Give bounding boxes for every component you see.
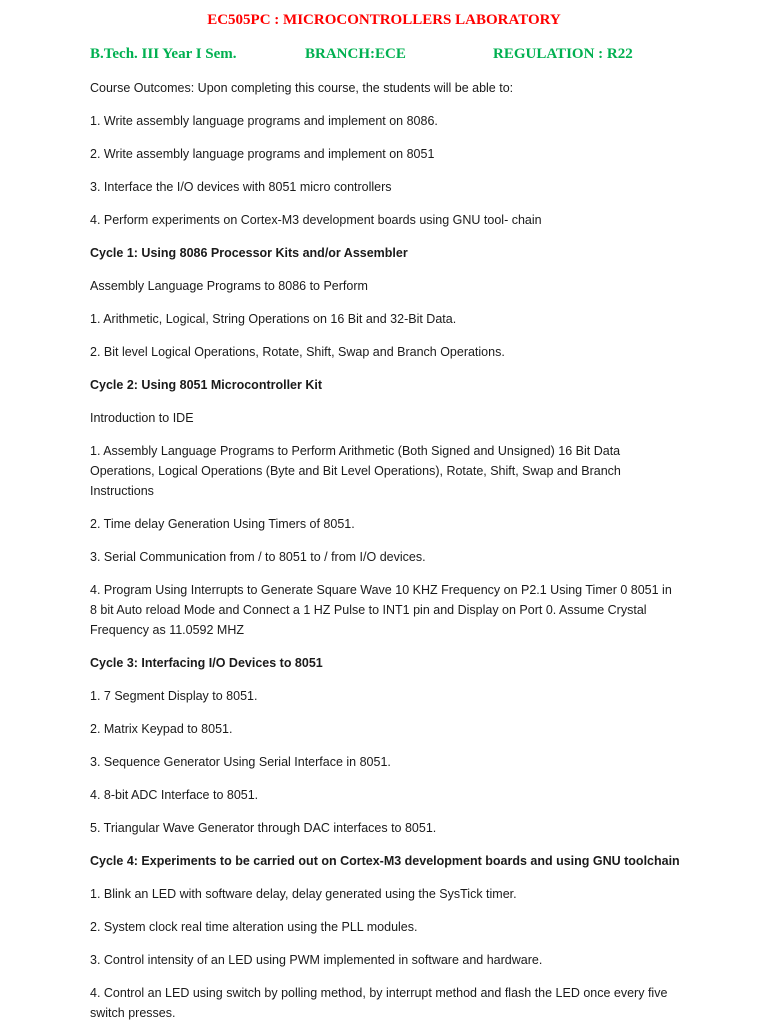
outcome-item: 1. Write assembly language programs and implement on 8086. bbox=[90, 114, 438, 128]
outcome-item: 4. Perform experiments on Cortex-M3 development boards using GNU tool- chain bbox=[90, 213, 542, 227]
experiment-item: 1. Blink an LED with software delay, delay generated using the SysTick timer. bbox=[90, 887, 517, 901]
document-body bbox=[90, 78, 680, 1036]
experiment-item: 3. Sequence Generator Using Serial Interface in 8051. bbox=[90, 755, 391, 769]
experiment-item: 3. Serial Communication from / to 8051 to / from I/O devices. bbox=[90, 550, 426, 564]
course-outcomes-intro: Course Outcomes: Upon completing this course, the students will be able to: bbox=[90, 81, 514, 95]
document-title: EC505PC : MICROCONTROLLERS LABORATORY bbox=[207, 12, 561, 28]
outcome-item: 3. Interface the I/O devices with 8051 micro controllers bbox=[90, 180, 392, 194]
experiment-item: 2. Time delay Generation Using Timers of 8051. bbox=[90, 517, 355, 531]
cycle-heading: Cycle 4: Experiments to be carried out on Cortex-M3 development boards and using GNU toolchain bbox=[90, 854, 680, 868]
experiment-item: 1. Assembly Language Programs to Perform Arithmetic (Both Signed and Unsigned) 16 Bit Data Operations, Logical Operations (Byte and Bit Level Operations), Rotate, Shift, Swap and Branch Instructions bbox=[90, 444, 621, 498]
cycle-intro: Assembly Language Programs to 8086 to Perform bbox=[90, 279, 368, 293]
experiment-item: 5. Triangular Wave Generator through DAC interfaces to 8051. bbox=[90, 821, 437, 835]
cycle-heading: Cycle 2: Using 8051 Microcontroller Kit bbox=[90, 378, 323, 392]
cycle-heading: Cycle 1: Using 8086 Processor Kits and/or Assembler bbox=[90, 246, 408, 260]
branch-label: BRANCH:ECE bbox=[305, 46, 406, 62]
experiment-item: 4. Control an LED using switch by polling method, by interrupt method and flash the LED once every five switch presses. bbox=[90, 986, 668, 1020]
year-semester: B.Tech. III Year I Sem. bbox=[90, 46, 237, 62]
experiment-item: 4. Program Using Interrupts to Generate Square Wave 10 KHZ Frequency on P2.1 Using Timer 0 8051 in 8 bit Auto reload Mode and Connect a 1 HZ Pulse to INT1 pin and Display on Port 0. Assume Crystal Frequency as 11.0592 MHZ bbox=[90, 583, 672, 637]
experiment-item: 3. Control intensity of an LED using PWM implemented in software and hardware. bbox=[90, 953, 543, 967]
experiment-item: 2. Matrix Keypad to 8051. bbox=[90, 722, 233, 736]
experiment-item: 2. System clock real time alteration using the PLL modules. bbox=[90, 920, 418, 934]
cycle-intro: Introduction to IDE bbox=[90, 411, 194, 425]
cycle-heading: Cycle 3: Interfacing I/O Devices to 8051 bbox=[90, 656, 323, 670]
experiment-item: 1. 7 Segment Display to 8051. bbox=[90, 689, 258, 703]
regulation-label: REGULATION : R22 bbox=[493, 46, 633, 62]
course-meta-line bbox=[90, 45, 690, 63]
experiment-item: 4. 8-bit ADC Interface to 8051. bbox=[90, 788, 259, 802]
outcome-item: 2. Write assembly language programs and implement on 8051 bbox=[90, 147, 435, 161]
experiment-item: 2. Bit level Logical Operations, Rotate, Shift, Swap and Branch Operations. bbox=[90, 345, 505, 359]
experiment-item: 1. Arithmetic, Logical, String Operations on 16 Bit and 32-Bit Data. bbox=[90, 312, 457, 326]
